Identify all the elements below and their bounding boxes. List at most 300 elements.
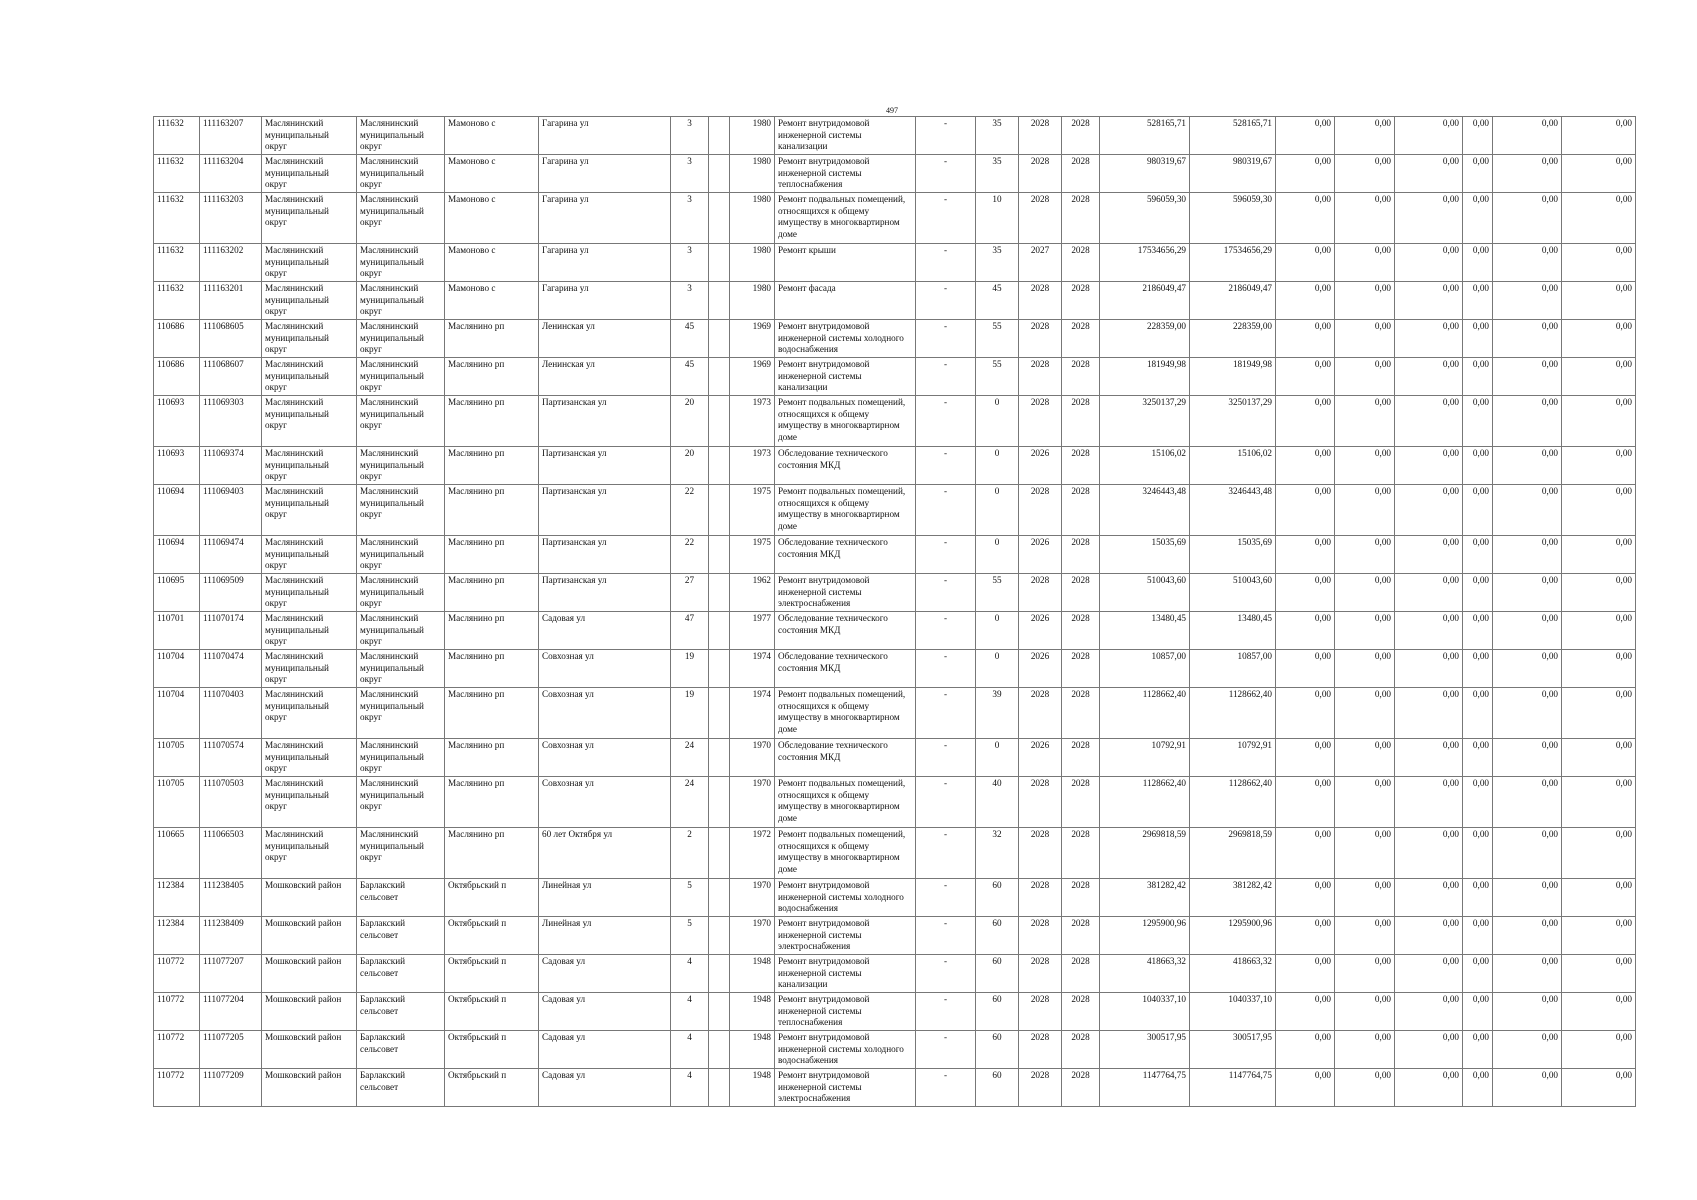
table-cell: Гагарина ул (539, 155, 671, 193)
table-cell: Маслянинский муниципальный округ (357, 485, 445, 536)
table-cell: Партизанская ул (539, 485, 671, 536)
table-cell: Гагарина ул (539, 193, 671, 244)
table-cell: 0,00 (1395, 447, 1463, 485)
table-cell: 110686 (154, 358, 200, 396)
table-cell: 0,00 (1335, 536, 1395, 574)
table-cell: 0,00 (1463, 396, 1493, 447)
table-cell: 0 (976, 396, 1019, 447)
table-cell: 22 (671, 485, 709, 536)
table-cell: Ремонт внутридомовой инженерной системы канализации (775, 117, 916, 155)
table-cell: 2028 (1019, 993, 1062, 1031)
table-cell: 0,00 (1335, 879, 1395, 917)
table-cell: - (916, 917, 976, 955)
table-cell: Барлакский сельсовет (357, 1069, 445, 1107)
table-cell: 5 (671, 917, 709, 955)
table-cell: Барлакский сельсовет (357, 879, 445, 917)
table-row (154, 320, 1636, 358)
table-cell: 1128662,40 (1100, 777, 1190, 828)
table-cell: 0,00 (1335, 447, 1395, 485)
table-cell: 10857,00 (1190, 650, 1276, 688)
table-cell: Садовая ул (539, 955, 671, 993)
table-row (154, 193, 1636, 244)
table-cell: 2028 (1062, 485, 1100, 536)
table-cell: 300517,95 (1100, 1031, 1190, 1069)
table-cell: 0,00 (1276, 574, 1335, 612)
table-cell: 10792,91 (1190, 739, 1276, 777)
table-cell: 0,00 (1562, 155, 1636, 193)
table-cell (709, 1069, 730, 1107)
table-row (154, 955, 1636, 993)
table-cell: 1975 (730, 485, 775, 536)
table-cell: 112384 (154, 917, 200, 955)
table-cell: 0 (976, 447, 1019, 485)
table-cell: 0,00 (1395, 396, 1463, 447)
table-row (154, 396, 1636, 447)
table-cell: 0,00 (1562, 777, 1636, 828)
table-cell: 110665 (154, 828, 200, 879)
table-cell: 0,00 (1395, 739, 1463, 777)
table-cell: 4 (671, 1069, 709, 1107)
table-cell: 1975 (730, 536, 775, 574)
table-cell: 15106,02 (1190, 447, 1276, 485)
table-cell: 0,00 (1463, 117, 1493, 155)
table-cell: 2028 (1062, 650, 1100, 688)
table-cell: 1980 (730, 282, 775, 320)
table-cell: - (916, 244, 976, 282)
table-cell: 181949,98 (1100, 358, 1190, 396)
table-cell: Ремонт подвальных помещений, относящихся к общему имуществу в многоквартирном доме (775, 193, 916, 244)
table-cell: - (916, 358, 976, 396)
table-row (154, 1069, 1636, 1107)
table-cell: 111070574 (200, 739, 262, 777)
table-cell: 1977 (730, 612, 775, 650)
table-cell: - (916, 320, 976, 358)
table-cell: 0,00 (1463, 650, 1493, 688)
table-cell: Партизанская ул (539, 447, 671, 485)
table-cell: 0,00 (1493, 320, 1562, 358)
table-cell: 1962 (730, 574, 775, 612)
table-cell: 0,00 (1395, 688, 1463, 739)
table-cell: 22 (671, 536, 709, 574)
table-cell: - (916, 688, 976, 739)
table-cell: 510043,60 (1100, 574, 1190, 612)
table-cell: 35 (976, 244, 1019, 282)
table-cell: 45 (671, 320, 709, 358)
table-body (154, 117, 1636, 1107)
table-cell: 111632 (154, 244, 200, 282)
table-cell: 1973 (730, 396, 775, 447)
table-cell: 0,00 (1493, 612, 1562, 650)
table-cell: 2028 (1019, 320, 1062, 358)
table-cell: 55 (976, 320, 1019, 358)
table-cell: 0,00 (1493, 447, 1562, 485)
table-row (154, 1031, 1636, 1069)
table-cell: 0,00 (1395, 955, 1463, 993)
table-cell: 2026 (1019, 739, 1062, 777)
table-cell: Ремонт подвальных помещений, относящихся к общему имуществу в многоквартирном доме (775, 485, 916, 536)
table-cell: 0,00 (1335, 612, 1395, 650)
table-cell: 0,00 (1335, 650, 1395, 688)
table-cell (709, 612, 730, 650)
table-cell: Ремонт внутридомовой инженерной системы холодного водоснабжения (775, 320, 916, 358)
table-cell: Ремонт внутридомовой инженерной системы канализации (775, 955, 916, 993)
table-cell: 0,00 (1395, 1069, 1463, 1107)
table-row (154, 688, 1636, 739)
table-cell: 60 (976, 879, 1019, 917)
table-cell: 1040337,10 (1100, 993, 1190, 1031)
table-cell (709, 358, 730, 396)
table-cell: 381282,42 (1100, 879, 1190, 917)
table-cell: 1974 (730, 688, 775, 739)
table-cell: Мамоново с (445, 193, 539, 244)
table-cell (709, 879, 730, 917)
table-cell (709, 1031, 730, 1069)
table-row (154, 917, 1636, 955)
table-cell: 0,00 (1395, 917, 1463, 955)
table-cell: Маслянинский муниципальный округ (262, 155, 357, 193)
table-cell: - (916, 1031, 976, 1069)
table-cell: 0,00 (1276, 650, 1335, 688)
table-cell: 2027 (1019, 244, 1062, 282)
table-cell (709, 739, 730, 777)
table-cell: - (916, 879, 976, 917)
table-cell: 0,00 (1463, 612, 1493, 650)
table-cell: 0,00 (1463, 917, 1493, 955)
table-cell: 228359,00 (1100, 320, 1190, 358)
table-cell: 10857,00 (1100, 650, 1190, 688)
table-cell: 0,00 (1276, 612, 1335, 650)
table-cell: 1970 (730, 739, 775, 777)
table-cell: 111238409 (200, 917, 262, 955)
table-cell: 1040337,10 (1190, 993, 1276, 1031)
table-cell (709, 155, 730, 193)
table-cell: 0,00 (1493, 739, 1562, 777)
table-cell: 0,00 (1562, 917, 1636, 955)
table-cell: 35 (976, 155, 1019, 193)
table-cell: 1973 (730, 447, 775, 485)
table-cell: 111069474 (200, 536, 262, 574)
table-cell: Ремонт внутридомовой инженерной системы теплоснабжения (775, 155, 916, 193)
table-cell: Маслянинский муниципальный округ (262, 282, 357, 320)
table-cell: 1974 (730, 650, 775, 688)
table-cell: 24 (671, 739, 709, 777)
table-cell: 110694 (154, 536, 200, 574)
table-cell: Садовая ул (539, 1069, 671, 1107)
table-cell: 2028 (1019, 828, 1062, 879)
table-cell: 0,00 (1562, 739, 1636, 777)
table-cell: 0,00 (1276, 1031, 1335, 1069)
table-cell: 0,00 (1335, 993, 1395, 1031)
table-cell: 60 (976, 917, 1019, 955)
table-cell: 596059,30 (1100, 193, 1190, 244)
table-cell: 0,00 (1395, 193, 1463, 244)
table-cell: 0,00 (1493, 155, 1562, 193)
table-cell: 0,00 (1562, 574, 1636, 612)
table-cell: Гагарина ул (539, 282, 671, 320)
table-cell: Маслянинский муниципальный округ (357, 282, 445, 320)
table-cell: Ремонт фасада (775, 282, 916, 320)
table-cell: Маслянинский муниципальный округ (262, 358, 357, 396)
table-cell: - (916, 193, 976, 244)
table-cell: 0,00 (1276, 993, 1335, 1031)
table-cell: - (916, 828, 976, 879)
table-cell (709, 447, 730, 485)
table-cell: Маслянинский муниципальный округ (357, 828, 445, 879)
table-cell: 1948 (730, 1069, 775, 1107)
table-cell: 2028 (1062, 536, 1100, 574)
table-cell: 0,00 (1276, 688, 1335, 739)
table-cell: 1147764,75 (1100, 1069, 1190, 1107)
table-cell: Октябрьский п (445, 1031, 539, 1069)
table-cell: 110705 (154, 777, 200, 828)
table-cell: - (916, 993, 976, 1031)
table-cell: 3 (671, 155, 709, 193)
table-cell: 110704 (154, 688, 200, 739)
table-cell: Октябрьский п (445, 993, 539, 1031)
table-cell: Партизанская ул (539, 396, 671, 447)
table-cell: 0,00 (1493, 879, 1562, 917)
table-cell: 0,00 (1276, 117, 1335, 155)
table-cell: 418663,32 (1100, 955, 1190, 993)
table-cell: 0,00 (1395, 612, 1463, 650)
table-cell: 20 (671, 396, 709, 447)
table-cell: 60 (976, 1069, 1019, 1107)
table-cell: 0,00 (1562, 282, 1636, 320)
table-cell: Маслянинский муниципальный округ (262, 574, 357, 612)
table-cell: 2028 (1062, 739, 1100, 777)
table-cell: - (916, 650, 976, 688)
table-cell: Барлакский сельсовет (357, 993, 445, 1031)
table-cell: 13480,45 (1190, 612, 1276, 650)
table-cell: 0,00 (1562, 612, 1636, 650)
table-cell: 35 (976, 117, 1019, 155)
table-cell: 45 (976, 282, 1019, 320)
table-cell: 0,00 (1562, 244, 1636, 282)
table-cell: 2028 (1019, 485, 1062, 536)
table-cell: 2028 (1019, 358, 1062, 396)
table-cell: 0,00 (1463, 358, 1493, 396)
table-cell: 2028 (1019, 117, 1062, 155)
table-cell: 0,00 (1463, 320, 1493, 358)
table-cell: Маслянинский муниципальный округ (262, 396, 357, 447)
table-cell (709, 955, 730, 993)
table-cell: 111163204 (200, 155, 262, 193)
table-cell: 0,00 (1562, 396, 1636, 447)
table-cell: 2028 (1019, 396, 1062, 447)
table-cell: Маслянинский муниципальный округ (262, 612, 357, 650)
table-cell: 111070474 (200, 650, 262, 688)
table-cell: 2028 (1019, 1069, 1062, 1107)
table-cell: Мамоново с (445, 244, 539, 282)
table-cell: 1948 (730, 993, 775, 1031)
table-cell: Ремонт внутридомовой инженерной системы канализации (775, 358, 916, 396)
table-cell: 0,00 (1493, 358, 1562, 396)
table-cell: 47 (671, 612, 709, 650)
table-cell: 0,00 (1335, 396, 1395, 447)
table-cell: 111066503 (200, 828, 262, 879)
table-cell (709, 574, 730, 612)
table-cell: 2028 (1062, 777, 1100, 828)
table-cell: 0,00 (1395, 320, 1463, 358)
table-cell: 5 (671, 879, 709, 917)
table-cell: - (916, 777, 976, 828)
table-cell: 2028 (1019, 879, 1062, 917)
table-cell: Обследование технического состояния МКД (775, 739, 916, 777)
table-cell: Маслянинский муниципальный округ (357, 396, 445, 447)
table-cell: 60 (976, 1031, 1019, 1069)
table-cell: 111070174 (200, 612, 262, 650)
table-cell: 0,00 (1276, 828, 1335, 879)
table-cell: 0,00 (1395, 879, 1463, 917)
table-cell: 0,00 (1276, 396, 1335, 447)
table-cell: 110694 (154, 485, 200, 536)
table-cell: 55 (976, 358, 1019, 396)
table-cell: 4 (671, 955, 709, 993)
table-cell: 2028 (1019, 282, 1062, 320)
table-cell: Мамоново с (445, 282, 539, 320)
table-cell: 0,00 (1493, 536, 1562, 574)
table-cell: 0,00 (1463, 777, 1493, 828)
table-cell: 0,00 (1276, 536, 1335, 574)
table-cell (709, 282, 730, 320)
table-cell (709, 650, 730, 688)
table-cell (709, 536, 730, 574)
table-cell: 2028 (1062, 993, 1100, 1031)
table-cell: 0,00 (1335, 155, 1395, 193)
table-cell: 110704 (154, 650, 200, 688)
table-cell: Маслянинский муниципальный округ (357, 688, 445, 739)
table-cell: 0,00 (1276, 282, 1335, 320)
table-cell: 0,00 (1463, 955, 1493, 993)
table-cell: 45 (671, 358, 709, 396)
table-cell: Обследование технического состояния МКД (775, 650, 916, 688)
table-cell: 1980 (730, 117, 775, 155)
table-cell: Октябрьский п (445, 1069, 539, 1107)
table-cell: 0,00 (1395, 358, 1463, 396)
table-cell: 0,00 (1395, 244, 1463, 282)
table-row (154, 777, 1636, 828)
table-cell: 17534656,29 (1100, 244, 1190, 282)
table-cell: 0,00 (1493, 917, 1562, 955)
table-cell: 0,00 (1463, 879, 1493, 917)
table-cell: 0,00 (1562, 320, 1636, 358)
table-cell: Октябрьский п (445, 879, 539, 917)
table-cell: Совхозная ул (539, 777, 671, 828)
table-cell: 111163202 (200, 244, 262, 282)
table-cell: 2028 (1062, 917, 1100, 955)
table-cell: 111068607 (200, 358, 262, 396)
table-cell: 0,00 (1276, 1069, 1335, 1107)
table-cell: Маслянинский муниципальный округ (357, 536, 445, 574)
table-cell: 300517,95 (1190, 1031, 1276, 1069)
table-cell: 0,00 (1562, 358, 1636, 396)
table-cell: 2028 (1019, 574, 1062, 612)
table-cell: 0,00 (1493, 777, 1562, 828)
table-cell: Барлакский сельсовет (357, 955, 445, 993)
table-cell: 0,00 (1562, 955, 1636, 993)
table-cell: Октябрьский п (445, 917, 539, 955)
table-cell: 32 (976, 828, 1019, 879)
table-cell: 0,00 (1463, 739, 1493, 777)
table-cell: 0,00 (1493, 955, 1562, 993)
table-cell: 110705 (154, 739, 200, 777)
table-cell: 2028 (1019, 917, 1062, 955)
table-cell: 0,00 (1463, 155, 1493, 193)
table-cell: Мошковский район (262, 993, 357, 1031)
table-cell: Ленинская ул (539, 320, 671, 358)
table-cell: 110772 (154, 1031, 200, 1069)
table-cell: Ремонт подвальных помещений, относящихся к общему имуществу в многоквартирном доме (775, 828, 916, 879)
table-cell: 2969818,59 (1190, 828, 1276, 879)
table-cell: 110695 (154, 574, 200, 612)
table-row (154, 612, 1636, 650)
table-cell: 20 (671, 447, 709, 485)
table-cell (709, 688, 730, 739)
table-cell: 528165,71 (1100, 117, 1190, 155)
table-cell (709, 485, 730, 536)
table-cell: Маслянинский муниципальный округ (357, 447, 445, 485)
table-cell: - (916, 396, 976, 447)
table-cell: 60 лет Октября ул (539, 828, 671, 879)
table-cell: Ремонт внутридомовой инженерной системы теплоснабжения (775, 993, 916, 1031)
table-cell: 2028 (1062, 688, 1100, 739)
table-cell: 0,00 (1276, 739, 1335, 777)
table-row (154, 358, 1636, 396)
table-cell: 528165,71 (1190, 117, 1276, 155)
table-cell: Маслянинский муниципальный округ (262, 739, 357, 777)
table-cell: 111070403 (200, 688, 262, 739)
table-cell: Совхозная ул (539, 688, 671, 739)
table-cell: 0,00 (1463, 1069, 1493, 1107)
table-cell: 3246443,48 (1100, 485, 1190, 536)
table-cell: 111069509 (200, 574, 262, 612)
table-cell: Гагарина ул (539, 117, 671, 155)
table-cell: 0,00 (1463, 574, 1493, 612)
table-cell: 596059,30 (1190, 193, 1276, 244)
table-cell: 2028 (1019, 193, 1062, 244)
table-cell: 2028 (1062, 612, 1100, 650)
table-cell: 0,00 (1335, 688, 1395, 739)
table-cell: 0,00 (1493, 828, 1562, 879)
table-cell: 0,00 (1463, 485, 1493, 536)
table-cell: 0,00 (1276, 955, 1335, 993)
table-cell: 0,00 (1276, 244, 1335, 282)
table-cell: - (916, 536, 976, 574)
table-cell (709, 193, 730, 244)
table-cell: 3250137,29 (1100, 396, 1190, 447)
table-cell: 0,00 (1463, 447, 1493, 485)
table-cell: 110772 (154, 955, 200, 993)
table-cell: 0,00 (1493, 574, 1562, 612)
table-cell: 0,00 (1335, 485, 1395, 536)
table-cell: Ремонт внутридомовой инженерной системы электроснабжения (775, 574, 916, 612)
table-cell: Гагарина ул (539, 244, 671, 282)
table-cell: 3250137,29 (1190, 396, 1276, 447)
table-row (154, 282, 1636, 320)
table-cell: 55 (976, 574, 1019, 612)
table-cell: 0,00 (1335, 917, 1395, 955)
table-cell: Маслянинский муниципальный округ (262, 777, 357, 828)
table-cell: Маслянино рп (445, 396, 539, 447)
table-cell (709, 828, 730, 879)
table-cell: 111077207 (200, 955, 262, 993)
table-cell: - (916, 485, 976, 536)
table-cell: 1980 (730, 244, 775, 282)
table-cell: Садовая ул (539, 993, 671, 1031)
table-cell: Обследование технического состояния МКД (775, 536, 916, 574)
table-cell: 111077205 (200, 1031, 262, 1069)
table-cell: 2028 (1019, 1031, 1062, 1069)
